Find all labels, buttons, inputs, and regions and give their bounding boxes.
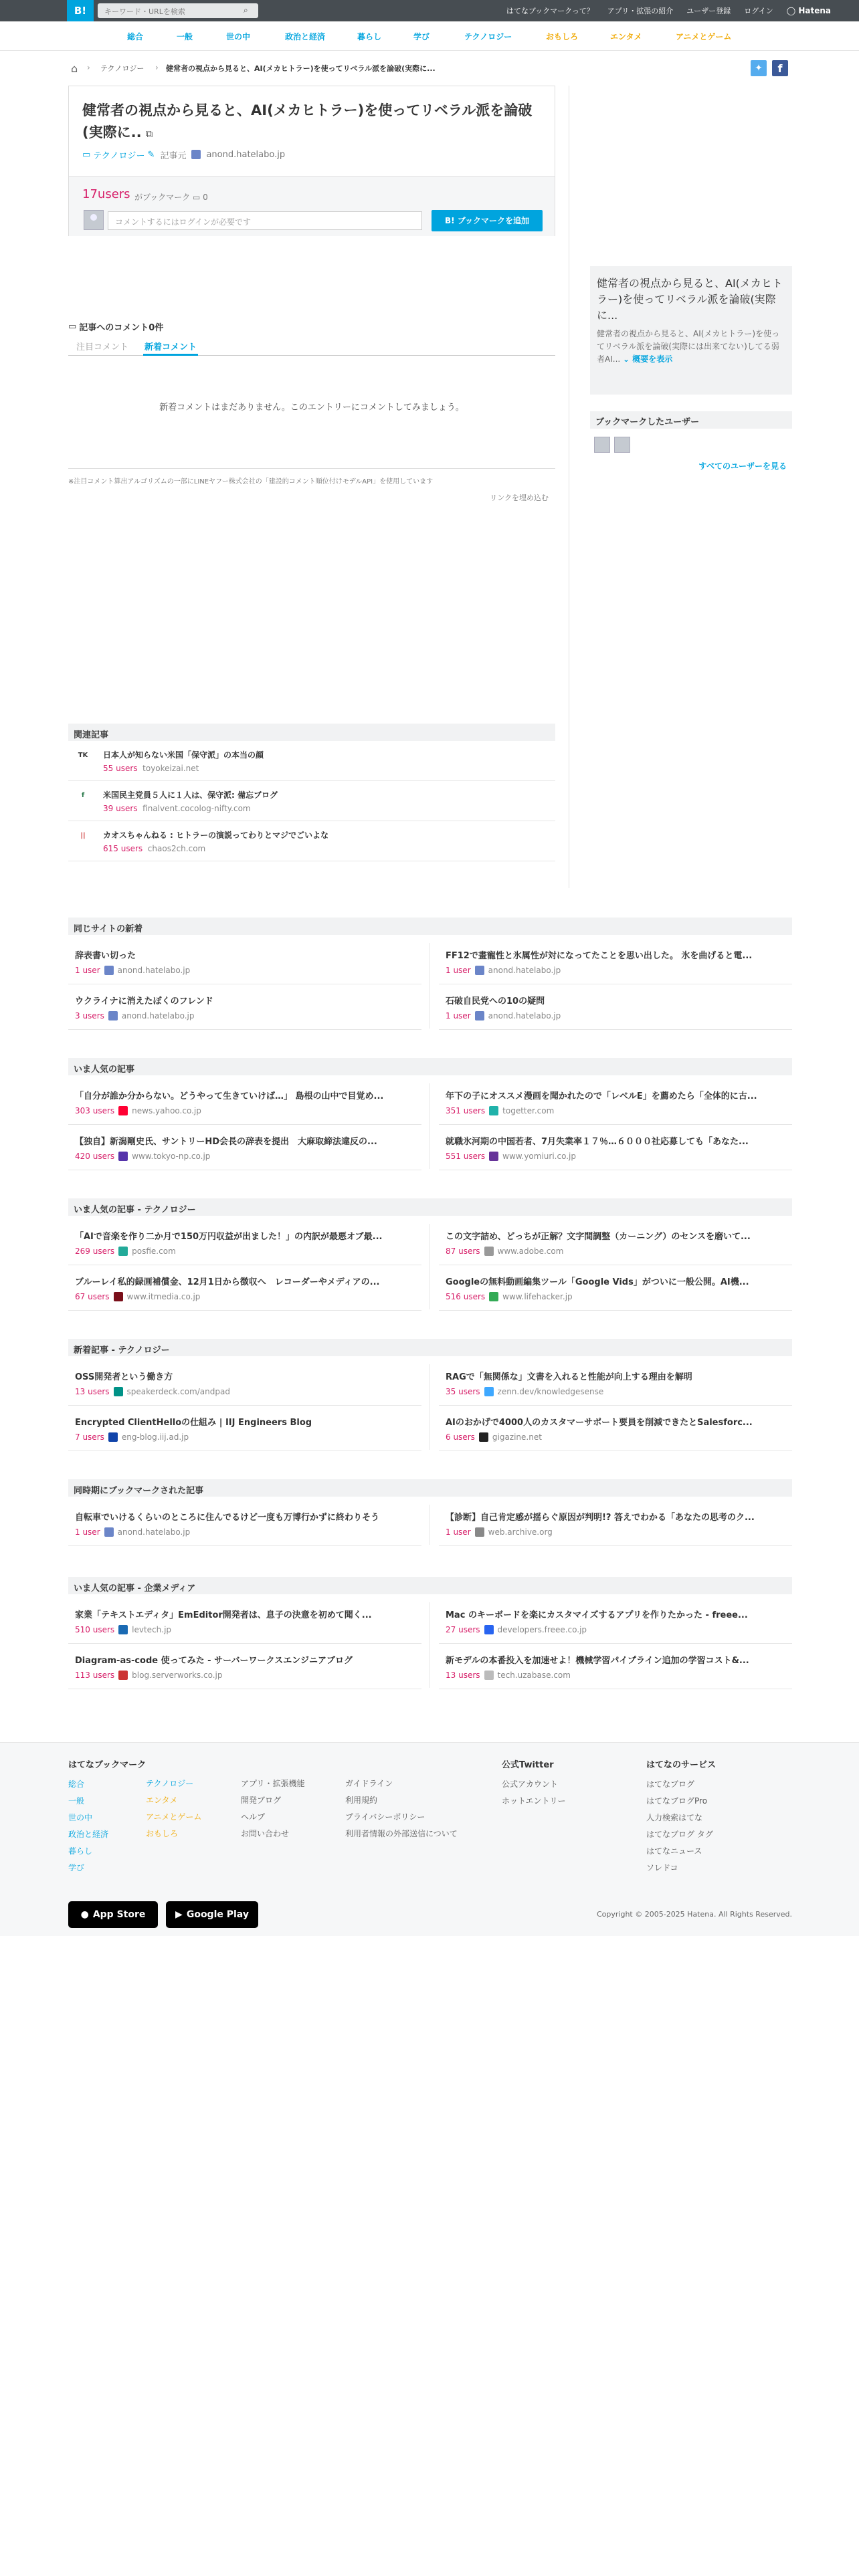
related-item[interactable] [68,744,555,781]
bookmark-label-text: がブックマーク [134,193,191,202]
users-count[interactable]: 113 users [75,1671,115,1680]
site-favicon-icon [484,1671,494,1680]
twitter-share-icon[interactable]: ✦ [751,60,767,76]
related-meta [103,804,251,813]
hatena-brand[interactable] [787,6,831,15]
site-domain[interactable]: www.yomiuri.co.jp [502,1152,576,1161]
comment-tabs [68,340,555,356]
footer-bookmark-heading: はてなブックマーク [68,1760,147,1770]
login-link[interactable]: ログイン [744,7,773,15]
site-favicon-icon [479,1432,488,1442]
site-domain[interactable]: anond.hatelabo.jp [117,1527,191,1537]
footer-link[interactable]: 人力検索はてな [646,1813,703,1822]
article-item[interactable] [68,1407,421,1451]
site-domain[interactable]: developers.freee.co.jp [497,1625,587,1634]
footer-col3 [241,1778,305,1844]
article-item[interactable] [68,1362,421,1406]
article-item[interactable] [68,1267,421,1311]
related-item[interactable] [68,824,555,861]
site-favicon-icon [118,1247,128,1256]
users-count[interactable]: 13 users [446,1671,480,1680]
article-meta [446,1625,587,1634]
bookmark-users-count[interactable]: 17users [82,187,130,201]
users-count[interactable]: 87 users [446,1247,480,1256]
section-heading: いま人気の記事 - テクノロジー [68,1198,792,1216]
google-play-button[interactable] [166,1901,258,1928]
apps-link[interactable]: アプリ・拡張の紹介 [607,7,674,15]
footer-link[interactable]: アニメとゲーム [146,1812,202,1822]
users-count[interactable]: 13 users [75,1387,110,1396]
site-domain[interactable]: levtech.jp [132,1625,172,1634]
site-domain[interactable]: web.archive.org [488,1527,553,1537]
article-meta [75,1106,201,1115]
comment-input[interactable]: コメントするにはログインが必要です [108,211,422,230]
article-item[interactable] [68,1502,421,1546]
top-links [506,0,831,21]
site-domain[interactable]: gigazine.net [492,1432,542,1442]
site-domain[interactable]: posfie.com [132,1247,176,1256]
related-title[interactable]: カオスちゃんねる : ヒトラーの演説ってわりとマジでごいよな [103,831,329,840]
category-nav [0,21,859,51]
bookmark-label [134,191,208,203]
about-link[interactable]: はてなブックマークって？ [506,7,594,15]
source-favicon-icon [191,150,201,159]
article-title[interactable]: 就職氷河期の中国若者、7月失業率１７％…６０００社応募しても「あなた... [446,1137,749,1147]
users-count[interactable]: 1 user [75,966,100,975]
related-title[interactable]: 日本人が知らない米国「保守派」の本当の顔 [103,750,264,760]
site-favicon-icon [118,1106,128,1115]
source-label: 記事元 [160,150,187,161]
site-domain[interactable]: finalvent.cocolog-nifty.com [142,804,251,813]
site-favicon-icon [118,1671,128,1680]
breadcrumb-title: 健常者の視点から見ると、AI(メカヒトラー)を使ってリベラル派を論破(実際に... [166,64,436,73]
show-summary-label: 概要を表示 [632,354,673,364]
article-title[interactable]: Diagram-as-code 使ってみた - サーバーワークスエンジニアブログ [75,1656,353,1666]
users-count[interactable]: 551 users [446,1152,486,1161]
article-meta [446,1106,554,1115]
users-count[interactable]: 1 user [446,1011,471,1021]
site-domain[interactable]: tech.uzabase.com [497,1671,571,1680]
site-domain[interactable]: anond.hatelabo.jp [121,1011,195,1021]
site-domain[interactable]: zenn.dev/knowledgesense [497,1387,604,1396]
top-bar [0,0,859,21]
summary-text [597,328,785,366]
article-item[interactable] [439,1502,792,1546]
footer-twitter-heading: 公式Twitter [502,1760,554,1770]
site-favicon-icon [489,1292,498,1301]
article-title[interactable]: AIのおかげで4000人のカスタマーサポート要員を削減できたとSalesforc... [446,1418,753,1428]
search-icon[interactable]: ⌕ [244,5,248,15]
chevron-down-icon: ⌄ [623,354,630,364]
entry-title[interactable] [82,100,537,145]
footer-link[interactable]: はてなニュース [646,1846,702,1856]
users-count[interactable]: 420 users [75,1152,115,1161]
entry-summary [590,266,792,395]
users-count[interactable]: 67 users [75,1292,110,1301]
category-tab[interactable]: 世の中 [226,32,251,41]
article-title[interactable]: 家業「テキストエディタ」EmEditor開発者は、息子の決意を初めて聞く... [75,1610,372,1620]
same-time-section [68,1479,792,1545]
article-item[interactable] [439,1081,792,1125]
article-meta [75,1152,210,1161]
article-title[interactable]: 「自分が誰か分からない。どうやって生きていけば…」 島根の山中で目覚め... [75,1091,384,1101]
popular-section [68,1058,792,1169]
footer-link[interactable]: お問い合わせ [241,1829,290,1838]
enterprise-section [68,1577,792,1688]
category-tab[interactable]: 学び [413,32,430,41]
site-favicon-icon [475,1527,484,1537]
footer-link[interactable]: 一般 [68,1796,85,1806]
site-domain[interactable]: anond.hatelabo.jp [488,966,561,975]
summary-body: 健常者の視点から見ると、AI(メカヒトラー)を使ってリベラル派を論破(実際には出来てない)してる弱者AI... [597,329,780,364]
article-title[interactable]: 石破自民党への10の疑問 [446,996,545,1006]
related-title[interactable]: 米国民主党員５人に１人は、保守派: 備忘ブログ [103,790,278,800]
footer-link[interactable]: ガイドライン [345,1779,393,1788]
footer-link[interactable]: エンタメ [146,1796,178,1805]
article-title[interactable]: Googleの無料動画編集ツール「Google Vids」がついに一般公開。AI機... [446,1277,749,1287]
users-count[interactable]: 3 users [75,1011,104,1021]
chevron-right-icon: › [87,63,90,72]
article-item[interactable] [68,986,421,1030]
site-favicon-icon [475,966,484,975]
hatena-pin-icon: ◯ [786,6,799,15]
users-count[interactable]: 303 users [75,1106,115,1115]
site-favicon-icon [108,1011,118,1021]
site-domain[interactable]: togetter.com [502,1106,555,1115]
article-meta [75,1247,176,1256]
show-summary-link[interactable] [623,354,672,364]
comment-icon: ▭ [193,193,201,202]
site-favicon-icon [104,966,114,975]
app-store-label: App Store [92,1909,146,1920]
entry-card [68,86,555,236]
site-domain[interactable]: www.tokyo-np.co.jp [132,1152,211,1161]
play-icon: ▶ [175,1909,183,1920]
article-meta [75,1387,230,1396]
article-title[interactable]: 年下の子にオススメ漫画を聞かれたので「レベルE」を薦めたら「全体的に古... [446,1091,757,1101]
footer-col2 [146,1778,201,1844]
site-favicon-icon [114,1292,123,1301]
footer-twitter-col [502,1757,566,1812]
all-users-link[interactable]: すべてのユーザーを見る [698,461,787,471]
avatar[interactable] [614,437,630,453]
copyright: Copyright © 2005-2025 Hatena. All Rights Reserved. [596,1910,792,1919]
article-item[interactable] [439,1267,792,1311]
article-meta [75,1527,190,1537]
same-site-section [68,918,792,1029]
article-title[interactable]: ウクライナに消えたぼくのフレンド [75,996,213,1006]
tab-new-comments[interactable]: 新着コメント [143,340,198,356]
article-title[interactable]: OSS開発者という働き方 [75,1372,173,1382]
comments-heading [68,320,555,333]
google-play-label: Google Play [186,1909,249,1920]
users-count[interactable]: 1 user [446,1527,471,1537]
home-icon[interactable]: ⌂ [71,62,78,75]
register-link[interactable]: ユーザー登録 [686,7,731,15]
site-favicon-icon [484,1387,494,1396]
article-item[interactable] [68,940,421,984]
users-count[interactable]: 615 users [103,844,143,853]
article-title[interactable]: ブルーレイ私的録画補償金、12月1日から徴収へ レコーダーやメディアの... [75,1277,380,1287]
footer-link[interactable]: 開発ブログ [241,1796,282,1805]
article-meta [446,1432,542,1442]
category-tab[interactable]: 政治と経済 [285,32,326,41]
article-title[interactable]: Encrypted ClientHelloの仕組み | IIJ Engineers Blog [75,1418,312,1428]
footer-link[interactable]: おもしろ [146,1829,179,1838]
entry-title-text[interactable]: 健常者の視点から見ると、AI(メカヒトラー)を使ってリベラル派を論破(実際に.. [82,102,533,140]
category-tab[interactable]: 暮らし [357,32,382,41]
users-count[interactable]: 1 user [446,966,471,975]
article-item[interactable] [439,940,792,984]
article-item[interactable] [439,1600,792,1644]
footer-link[interactable]: 利用規約 [345,1796,378,1805]
site-domain[interactable]: www.adobe.com [497,1247,564,1256]
breadcrumb [67,60,792,78]
section-heading: いま人気の記事 [68,1058,792,1075]
article-meta [446,1671,571,1680]
article-item[interactable] [439,1407,792,1451]
chevron-right-icon: › [155,63,159,72]
site-favicon-icon: || [80,832,86,839]
users-count[interactable]: 1 user [75,1527,100,1537]
article-meta [75,966,190,975]
users-count[interactable]: 35 users [446,1387,480,1396]
users-count[interactable]: 510 users [75,1625,115,1634]
users-count[interactable]: 7 users [75,1432,104,1442]
category-tab[interactable]: アニメとゲーム [676,32,732,41]
site-favicon-icon [475,1011,484,1021]
source-link[interactable]: anond.hatelabo.jp [206,149,286,160]
facebook-share-icon[interactable]: f [772,60,788,76]
users-count[interactable]: 516 users [446,1292,486,1301]
pencil-icon: ✎ [147,149,155,160]
site-favicon-icon [489,1106,498,1115]
avatar[interactable] [594,437,610,453]
article-item[interactable] [439,1126,792,1170]
site-favicon-icon [118,1625,128,1634]
article-meta [446,1152,576,1161]
comment-icon: ▭ [68,321,77,332]
hatena-brand-label: Hatena [798,6,831,15]
article-meta [75,1292,200,1301]
article-item[interactable] [439,986,792,1030]
bookmark-users-heading: ブックマークしたユーザー [590,411,792,429]
section-heading: 同時期にブックマークされた記事 [68,1479,792,1497]
site-favicon-icon [108,1432,118,1442]
footer-services-col [646,1757,716,1879]
section-heading: いま人気の記事 - 企業メディア [68,1577,792,1594]
site-favicon-icon [114,1387,123,1396]
footer-link[interactable]: ホットエントリー [502,1796,566,1806]
breadcrumb-category[interactable]: テクノロジー [100,64,145,73]
comment-count: 0 [203,193,208,202]
site-domain[interactable]: toyokeizai.net [142,764,199,773]
footer-services-heading: はてなのサービス [646,1760,717,1770]
summary-title: 健常者の視点から見ると、AI(メカヒトラー)を使ってリベラル派を論破(実際に... [597,277,783,322]
site-favicon-icon [484,1625,494,1634]
avatar [84,210,104,230]
users-count[interactable]: 269 users [75,1247,115,1256]
site-domain[interactable]: news.yahoo.co.jp [132,1106,201,1115]
empty-comments-message: 新着コメントはまだありません。このエントリーにコメントしてみましょう。 [159,403,464,413]
article-meta [75,1671,222,1680]
hatena-bookmark-logo[interactable]: B! [67,0,94,21]
article-title[interactable]: 「AIで音楽を作り二か月で150万円収益が出ました！」の内訳が最悪オブ最... [75,1232,383,1242]
entry-meta [82,146,285,163]
users-count[interactable]: 27 users [446,1625,480,1634]
article-item[interactable] [439,1362,792,1406]
footer-link[interactable]: 世の中 [68,1813,93,1822]
category-tab[interactable]: テクノロジー [464,32,512,41]
popular-tech-section [68,1198,792,1309]
site-favicon-icon [118,1152,128,1161]
footer-link[interactable]: 学び [68,1863,85,1872]
site-favicon-icon [104,1527,114,1537]
footer-link[interactable]: アプリ・拡張機能 [241,1779,305,1788]
entry-actions [69,176,555,236]
section-heading: 同じサイトの新着 [68,918,792,935]
footer [0,1742,859,1936]
article-title[interactable]: 【独自】新潟剛史氏、サントリーHD会長の辞表を提出 大麻取締法違反の... [75,1137,377,1147]
footer-link[interactable]: はてなブログ タグ [646,1830,713,1839]
footer-link[interactable]: ソレドコ [646,1863,678,1872]
category-tab[interactable]: エンタメ [610,32,642,41]
footer-link[interactable]: テクノロジー [146,1779,194,1788]
footer-link[interactable]: 暮らし [68,1846,93,1856]
article-title[interactable]: Mac のキーボードを楽にカスタマイズするアプリを作りたかった - freee... [446,1610,748,1620]
article-meta [75,1011,194,1021]
tab-popular-comments[interactable]: 注目コメント [76,342,129,352]
apple-icon: ● [80,1909,89,1920]
article-title[interactable]: 辞表書い切った [75,951,136,961]
users-count[interactable]: 351 users [446,1106,486,1115]
footer-link[interactable]: 公式アカウント [502,1780,558,1789]
article-title[interactable]: 新モデルの本番投入を加速せよ！機械学習パイプライン追加の学習コスト&... [446,1656,749,1666]
article-title[interactable]: RAGで「無関係な」文書を入れると性能が向上する理由を解明 [446,1372,692,1382]
article-title[interactable]: FF12で畫寵性と氷属性が対になってたことを思い出した。 氷を曲げると電... [446,951,753,961]
users-count[interactable]: 55 users [103,764,138,773]
site-favicon-icon [484,1247,494,1256]
article-item[interactable] [68,1126,421,1170]
site-domain[interactable]: anond.hatelabo.jp [117,966,191,975]
related-articles [68,724,555,857]
footer-link[interactable]: 総合 [68,1780,85,1789]
site-domain[interactable]: blog.serverworks.co.jp [132,1671,223,1680]
category-tab[interactable]: 総合 [127,32,144,41]
article-title[interactable]: この文字詰め、どっちが正解？文字間調整（カーニング）のセンスを磨いて... [446,1232,751,1242]
article-meta [446,1527,553,1537]
section-heading: 新着記事 - テクノロジー [68,1339,792,1356]
category-tab[interactable]: 一般 [177,32,193,41]
new-tech-section [68,1339,792,1450]
external-link-icon[interactable]: ⧉ [145,128,153,140]
footer-link[interactable]: ヘルプ [241,1812,266,1822]
category-tab[interactable]: おもしろ [546,32,579,41]
entry-category[interactable] [82,148,155,161]
footer-link[interactable]: 政治と経済 [68,1830,109,1839]
site-favicon-icon: TK [78,752,88,759]
article-meta [446,1387,603,1396]
users-count[interactable]: 6 users [446,1432,475,1442]
article-meta [75,1625,171,1634]
article-item[interactable] [68,1645,421,1689]
article-item[interactable] [68,1081,421,1125]
article-item[interactable] [68,1221,421,1265]
footer-col4 [345,1778,458,1844]
article-item[interactable] [439,1221,792,1265]
entry-category-label: テクノロジー [93,150,145,161]
article-meta [446,1011,561,1021]
article-title[interactable]: 【診断】自己肯定感が揺らぐ原因が判明!? 答えでわかる「あなたの思考のク... [446,1513,755,1523]
add-bookmark-button[interactable]: B! ブックマークを追加 [432,210,543,231]
article-item[interactable] [439,1645,792,1689]
site-domain[interactable]: speakerdeck.com/andpad [126,1387,230,1396]
users-count[interactable]: 39 users [103,804,138,813]
related-heading: 関連記事 [68,724,555,741]
related-meta [103,844,205,853]
footer-link[interactable]: プライバシーポリシー [345,1812,425,1822]
article-title[interactable]: 自転車でいけるくらいのところに住んでるけど一度も万博行かずに終わりそう [75,1513,380,1523]
comment-icon: ▭ [82,149,91,160]
article-meta [75,1432,189,1442]
footer-bookmark-col [68,1757,146,1879]
site-domain[interactable]: eng-blog.iij.ad.jp [121,1432,189,1442]
related-item[interactable] [68,784,555,821]
site-favicon-icon: f [81,792,85,799]
site-favicon-icon [489,1152,498,1161]
related-meta [103,764,199,773]
embed-link[interactable]: リンクを埋め込む [490,494,549,502]
comments-section [68,320,555,520]
site-domain[interactable]: anond.hatelabo.jp [488,1011,561,1021]
site-domain[interactable]: chaos2ch.com [147,844,206,853]
site-domain[interactable]: www.itmedia.co.jp [126,1292,201,1301]
comments-heading-text: 記事へのコメント0件 [79,322,164,333]
footer-link[interactable]: 利用者情報の外部送信について [345,1829,458,1838]
site-domain[interactable]: www.lifehacker.jp [502,1292,573,1301]
app-store-button[interactable] [68,1901,158,1928]
article-meta [446,966,561,975]
article-meta [446,1292,573,1301]
footer-link[interactable]: はてなブログ [646,1780,695,1789]
search-input[interactable]: キーワード・URLを検索 [98,3,258,18]
article-item[interactable] [68,1600,421,1644]
article-meta [446,1247,563,1256]
footer-link[interactable]: はてなブログPro [646,1796,708,1806]
algorithm-note: ※注目コメント算出アルゴリズムの一部にLINEヤフー株式会社の「建設的コメント順位付けモデルAPI」を使用しています [68,468,555,486]
